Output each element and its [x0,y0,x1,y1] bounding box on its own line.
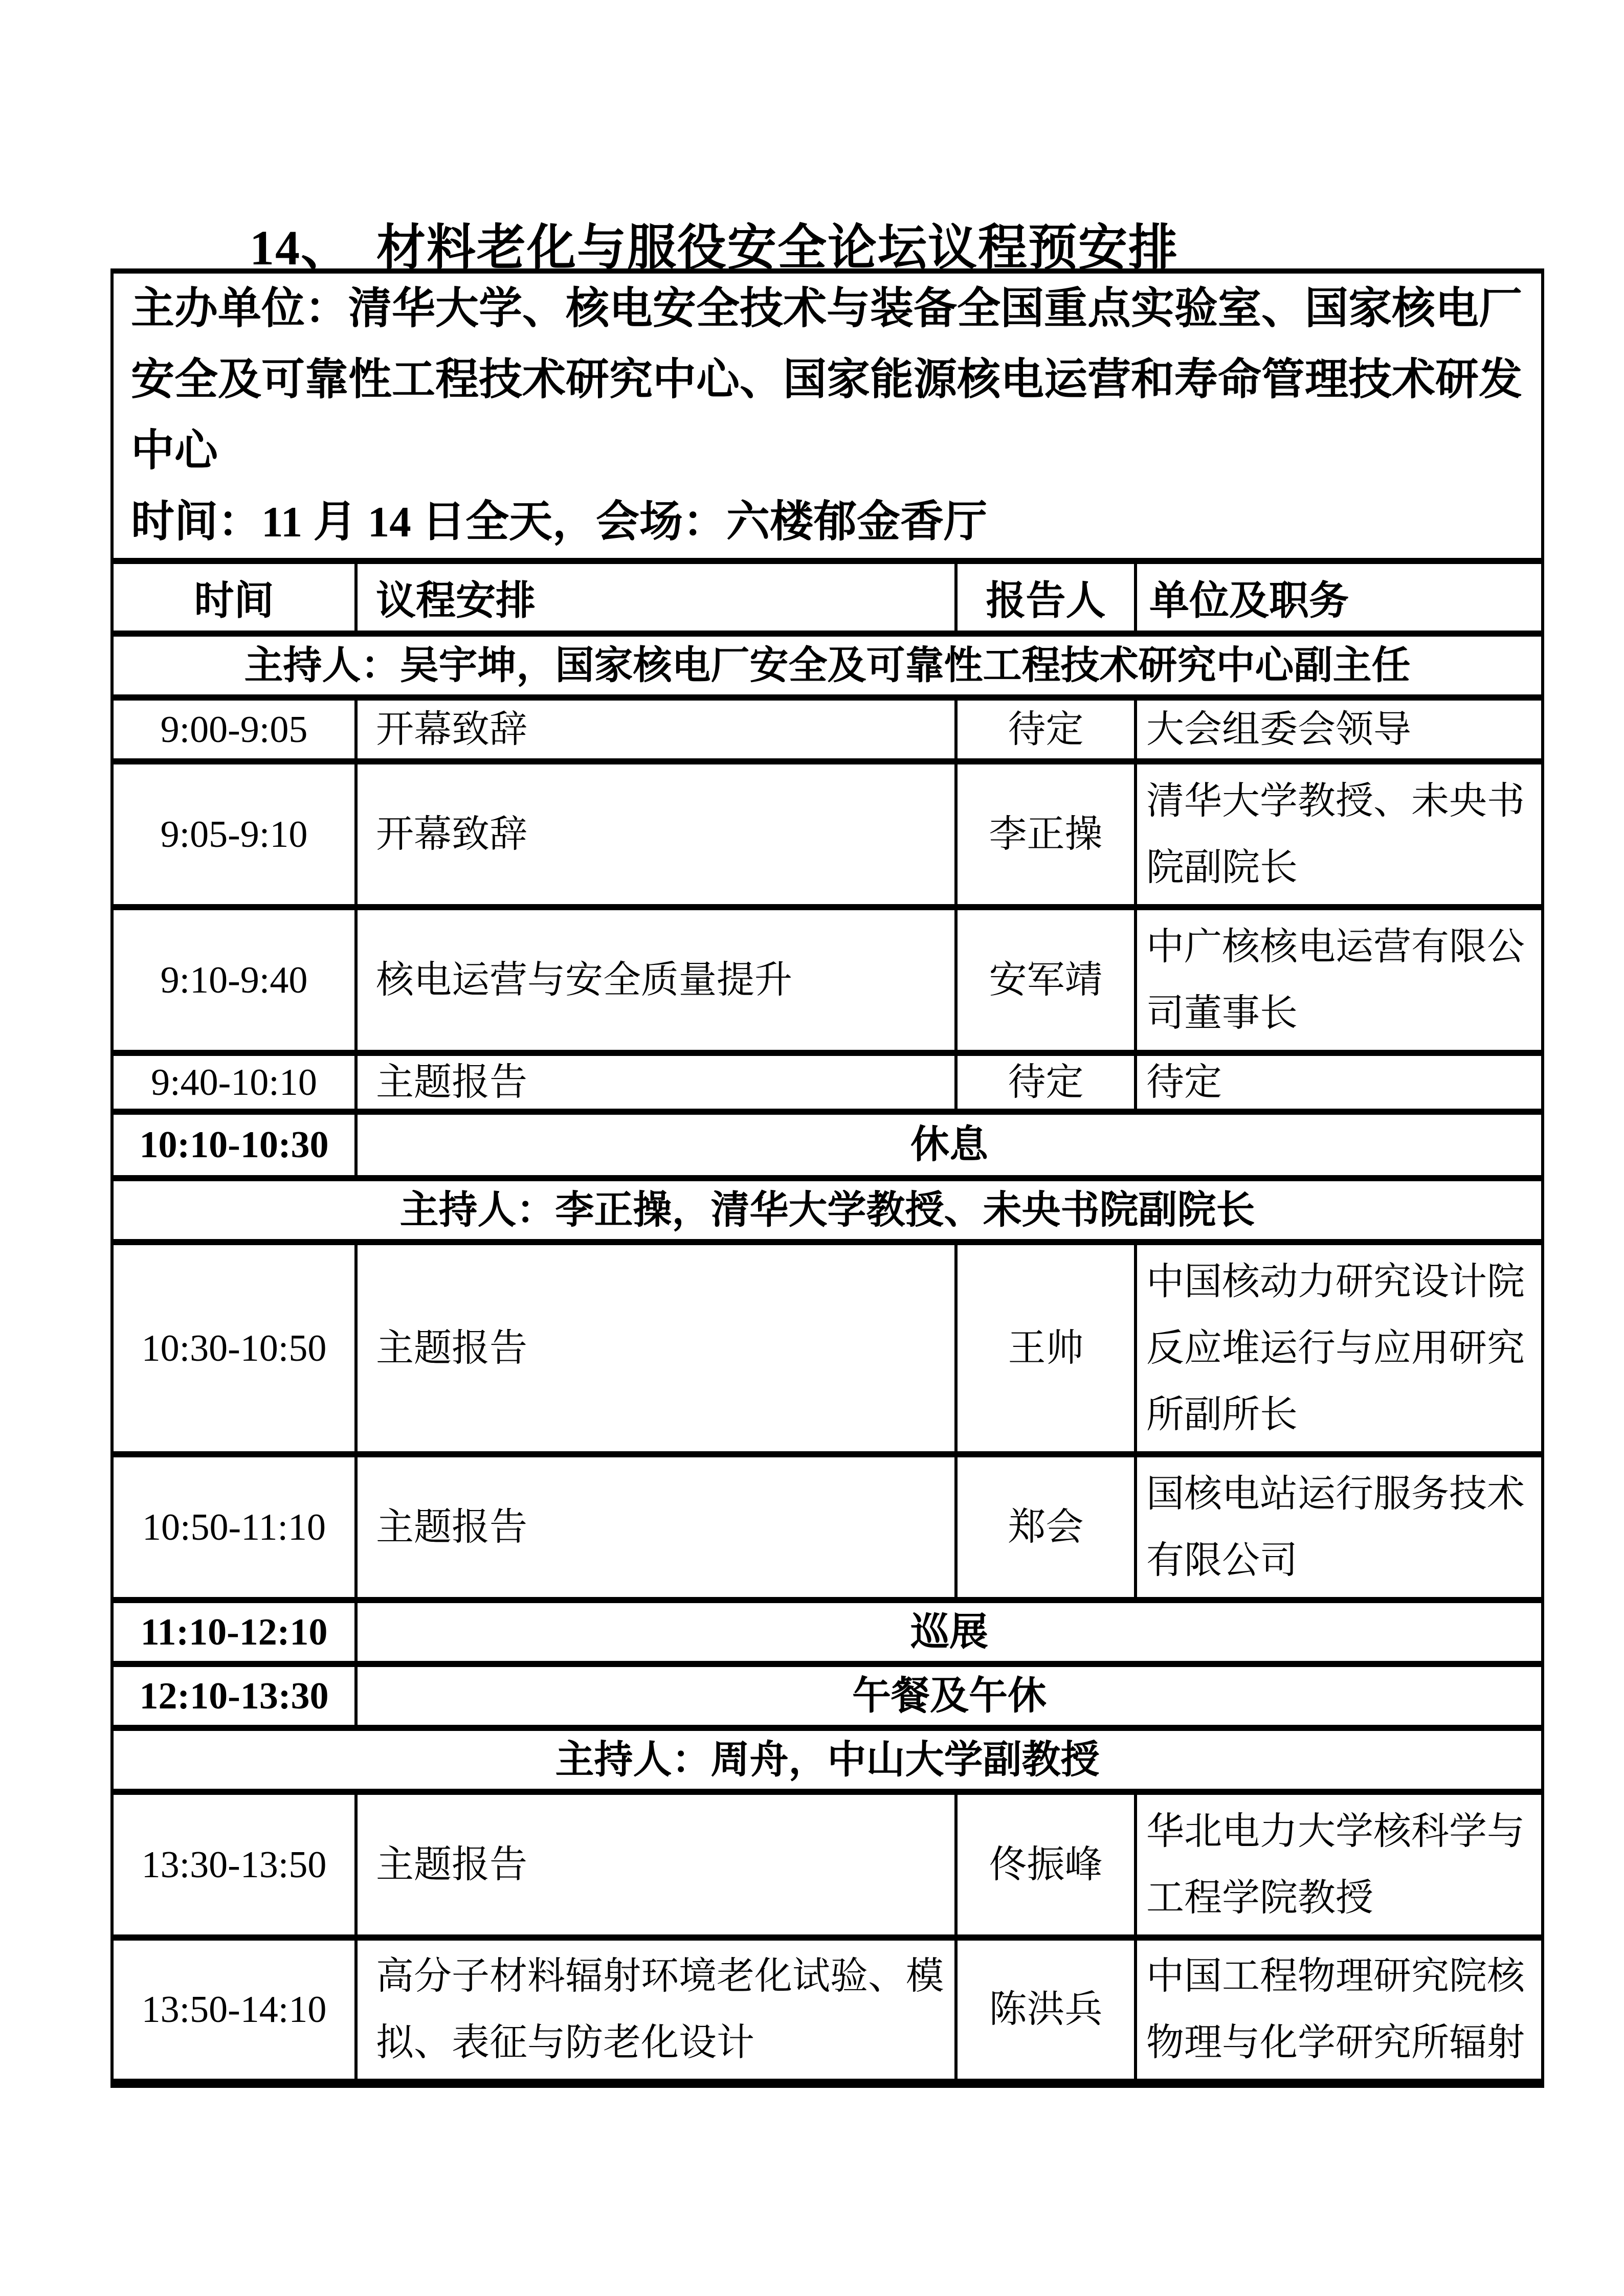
time-cell: 9:00-9:05 [112,697,356,761]
affiliation-cell: 中广核核电运营有限公司董事长 [1136,907,1543,1053]
header-speaker: 报告人 [956,561,1136,634]
chair-row [112,1178,1543,1242]
time-cell: 13:30-13:50 [112,1792,356,1938]
time-cell: 9:10-9:40 [112,907,356,1053]
chair-text: 主持人：吴宇坤，国家核电厂安全及可靠性工程技术研究中心副主任 [112,634,1543,697]
time-cell: 13:50-14:10 [112,1938,356,2083]
time-cell: 12:10-13:30 [112,1664,356,1728]
table-header-row [112,561,1543,634]
agenda-cell: 开幕致辞 [356,697,956,761]
time-cell: 10:30-10:50 [112,1242,356,1454]
table-row [112,1792,1543,1938]
speaker-cell: 郑会 [956,1454,1136,1600]
affiliation-cell: 清华大学教授、未央书院副院长 [1136,761,1543,907]
affiliation-cell: 华北电力大学核科学与工程学院教授 [1136,1792,1543,1938]
info-cell [112,271,1543,561]
agenda-cell: 主题报告 [356,1053,956,1112]
speaker-cell: 安军靖 [956,907,1136,1053]
page-title: 14、 材料老化与服役安全论坛议程预安排 [250,220,1178,275]
agenda-cell: 主题报告 [356,1242,956,1454]
affiliation-cell: 待定 [1136,1053,1543,1112]
merged-row [112,1112,1543,1178]
time-cell: 9:40-10:10 [112,1053,356,1112]
merged-row [112,1664,1543,1728]
activity-cell: 巡展 [356,1600,1543,1664]
table-row [112,1242,1543,1454]
speaker-cell: 佟振峰 [956,1792,1136,1938]
header-agenda: 议程安排 [356,561,956,634]
info-row [112,271,1543,561]
affiliation-cell: 中国工程物理研究院核物理与化学研究所辐射 [1136,1938,1543,2083]
activity-cell: 午餐及午休 [356,1664,1543,1728]
agenda-cell: 主题报告 [356,1454,956,1600]
organizer-line-3: 中心 [131,427,218,475]
activity-cell: 休息 [356,1112,1543,1178]
speaker-cell: 陈洪兵 [956,1938,1136,2083]
speaker-cell: 李正操 [956,761,1136,907]
agenda-cell: 主题报告 [356,1792,956,1938]
organizer-line-2: 安全及可靠性工程技术研究中心、国家能源核电运营和寿命管理技术研发 [131,356,1523,404]
agenda-cell: 核电运营与安全质量提升 [356,907,956,1053]
agenda-table [110,268,1544,2088]
affiliation-cell: 大会组委会领导 [1136,697,1543,761]
affiliation-cell: 中国核动力研究设计院反应堆运行与应用研究所副所长 [1136,1242,1543,1454]
table-row [112,761,1543,907]
table-row [112,1053,1543,1112]
chair-row [112,634,1543,697]
speaker-cell: 待定 [956,1053,1136,1112]
agenda-cell: 高分子材料辐射环境老化试验、模拟、表征与防老化设计 [356,1938,956,2083]
time-cell: 9:05-9:10 [112,761,356,907]
time-cell: 11:10-12:10 [112,1600,356,1664]
chair-row [112,1728,1543,1792]
affiliation-cell: 国核电站运行服务技术有限公司 [1136,1454,1543,1600]
merged-row [112,1600,1543,1664]
time-cell: 10:50-11:10 [112,1454,356,1600]
table-row [112,1454,1543,1600]
speaker-cell: 王帅 [956,1242,1136,1454]
time-venue-line: 时间：11 月 14 日全天，会场：六楼郁金香厅 [131,498,988,546]
header-time: 时间 [112,561,356,634]
chair-text: 主持人：周舟，中山大学副教授 [112,1728,1543,1792]
table-row [112,697,1543,761]
time-cell: 10:10-10:30 [112,1112,356,1178]
agenda-cell: 开幕致辞 [356,761,956,907]
organizer-line-1: 主办单位：清华大学、核电安全技术与装备全国重点实验室、国家核电厂 [131,285,1523,333]
chair-text: 主持人：李正操，清华大学教授、未央书院副院长 [112,1178,1543,1242]
table-row [112,907,1543,1053]
header-affiliation: 单位及职务 [1136,561,1543,634]
table-row [112,1938,1543,2083]
speaker-cell: 待定 [956,697,1136,761]
